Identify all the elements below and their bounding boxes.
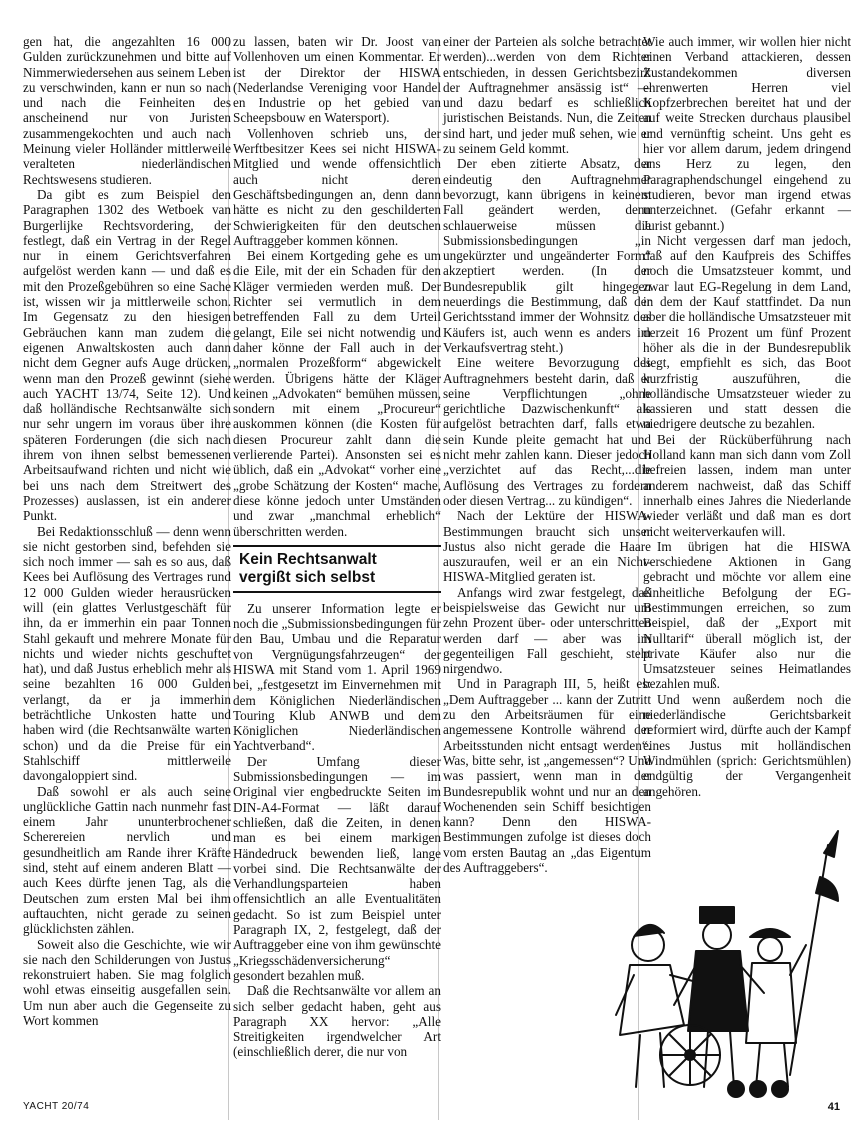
paragraph: Nicht vergessen darf man jedoch, daß auf den Kaufpreis des Schiffes noch die Umsatzsteuer kommt, und zwar laut EG-Regelung in dem Land, in dem der Kauf stattfindet. Da nun aber die holländische Umsatzsteuer mit derzeit 16 Prozent um fünf Prozent höher als die in der Bundesrepublik liegt, empfiehlt es sich, das Boot kurzfristig auszuführen, die holländische Umsatzsteuer wieder zu kassieren und statt dessen die niedrigere deutsche zu bezahlen. — [643, 232, 851, 432]
paragraph: Daß die Rechtsanwälte vor allem an sich selber gedacht haben, geht aus Paragraph XX hervor: „Alle Streitigkeiten irgendwelcher Art (einschließlich derer, die nur von — [233, 983, 441, 1060]
paragraph: Eine weitere Bevorzugung des Auftragnehmers besteht darin, daß er seine Verpflichtungen „ohne gerichtliche Dazwischenkunft“ als aufgelöst betrachten darf, falls etwa sein Kunde pleite gemacht hat und nicht mehr zahlen kann. Dieser jedoch „verzichtet auf das Recht,...die Auflösung des Vertrages zu fordern oder diesen Vertrag... zu kündigen“. — [443, 355, 651, 508]
paragraph: Der eben zitierte Absatz, der eindeutig den Auftragnehmer bevorzugt, kann übrigens in keinem Fall geändert werden, denn schlauerweise müssen die Submissionsbedingungen „in ungekürzter und ungeänderter Form“ akzeptiert werden. (In der Bundesrepublik gilt hingegen neuerdings die Bestimmung, daß der Gerichtsstand immer der Wohnsitz des Käufers ist, auch wenn es anders im Verkaufsvertrag steht.) — [443, 156, 651, 355]
paragraph: Vollenhoven schrieb uns, der Werftbesitzer Kees sei nicht HISWA-Mitglied und wende offensichtlich auch nicht deren Geschäftsbedingungen an, denn dann hätte es nicht zu den geschilderten Schwierigkeiten für den deutschen Auftraggeber kommen können. — [233, 125, 441, 248]
folio: YACHT 20/74 — [23, 1101, 90, 1112]
cartoon-drawing — [600, 825, 850, 1105]
paragraph: Und in Paragraph III, 5, heißt es: „Dem Auftraggeber ... kann der Zutritt zu den Arbeitsräumen für eine angemessene Kontrolle während der Arbeitsstunden nicht entsagt werden“. Was, bitte sehr, ist „angemessen“? Und was passiert, wenn man in der Bundesrepublik wohnt und nur an den Wochenenden sein Schiff besichtigen kann? Denn den HISWA-Bestimmungen zufolge ist dieses doch vom ersten Bautag an „das Eigentum des Auftraggebers“. — [443, 676, 651, 876]
section-heading-line-2: vergißt sich selbst — [239, 568, 376, 586]
paragraph: Anfangs wird zwar festgelegt, daß beispielsweise das Gewicht nur um zehn Prozent über- oder unterschritten werden darf — aber was im gegenteiligen Fall geschieht, steht nirgendwo. — [443, 584, 651, 677]
paragraph: Bei einem Kortgeding gehe es um die Eile, mit der ein Schaden für den Kläger vermieden werden muß. Der Richter sei vermutlich in dem betreffenden Fall zu dem Urteil gelangt, Eile sei nicht notwendig und daher könne der Fall auch in der „normalen Prozeßform“ abgewickelt werden. Übrigens hätte der Kläger keinen „Advokaten“ bemühen müssen, sondern mit einem „Procureur“ auskommen können (die Kosten für diesen Procureur zahlt dann die verlierende Partei). Ansonsten sei es üblich, daß ein „Advokat“ vorher eine „grobe Schätzung der Kosten“ mache, diese könne jedoch unter Umständen und zwar „manchmal erheblich“ überschritten werden. — [233, 248, 441, 539]
section-heading-line-1: Kein Rechtsanwalt — [239, 550, 377, 568]
paragraph: Bei der Rücküberführung nach Holland kann man sich dann vom Zoll befreien lassen, indem man unter anderem nachweist, daß das Schiff innerhalb eines Jahres die Niederlande wieder verläßt und daß man es dort nicht weiterverkaufen will. — [643, 431, 851, 539]
paragraph: Daß sowohl er als auch seine unglückliche Gattin nach nunmehr fast einem Jahr ununterbrochener Scherereien nervlich und gesundheitlich am Rande ihrer Kräfte sind, steht auf einem anderen Blatt — auch Kees dürfte jenen Tag, als die Deutschen zum ersten Mal bei ihm auftauchten, nicht gerade zu seinen glücklichsten zählen. — [23, 783, 231, 937]
paragraph: Wie auch immer, wir wollen hier nicht einen Verband attackieren, dessen Zustandekommen diversen ehrenwerten Herren viel Kopfzerbrechen bereitet hat und der auf weite Strecken durchaus plausibel und vernünftig scheint. Uns geht es hier vor allem darum, jedem dringend ans Herz zu legen, den Paragraphendschungel eingehend zu studieren, bevor man irgend etwas unterzeichnet. (Gefahr erkannt — Jurist gebannt.) — [643, 34, 851, 233]
paragraph: zu lassen, baten wir Dr. Joost van Vollenhoven um einen Kommentar. Er ist der Direktor der HISWA (Nederlandse Vereniging voor Handel en Industrie op het gebied van Scheepsbouw en Watersport). — [233, 34, 441, 126]
section-heading — [233, 545, 441, 593]
article-column-4 — [643, 34, 851, 799]
paragraph: Und wenn außerdem noch die niederländische Gerichtsbarkeit reformiert wird, dürfte auch der Kampf eines Justus mit holländischen Windmühlen (sprich: Gerichtsmühlen) endgültig der Vergangenheit angehören. — [643, 691, 851, 799]
paragraph: gen hat, die angezahlten 16 000 Gulden zurückzunehmen und bitte auf Nimmerwiedersehen aus seinem Leben zu verschwinden, kann er nun so nach und nach die Feinheiten des anscheinend nur von Juristen zusammengekochten und auch nach Meinung vieler Holländer mittlerweile veralteten niederländischen Rechtswesens studieren. — [23, 34, 231, 187]
paragraph: Der Umfang dieser Submissionsbedingungen — im Original vier engbedruckte Seiten im DIN-A4-Format — läßt darauf schließen, daß die Zeiten, in denen man es bei einem markigen Händedruck bewenden ließ, lange vorbei sind. Die Rechtsanwälte der Verhandlungsparteien haben offensichtlich an alle Eventualitäten gedacht. So ist zum Beispiel unter Paragraph IX, 2, festgelegt, daß der Auftraggeber eine von ihm gewünschte „Kriegsschädenversicherung“ gesondert bezahlen muß. — [233, 753, 441, 983]
article-column-1 — [23, 34, 231, 1028]
paragraph: Bei Redaktionsschluß — denn wenn sie nicht gestorben sind, befehden sie sich noch immer — sah es so aus, daß Kees bei Auflösung des Vertrages rund 12 000 Gulden wieder herausrücken will (ein glattes Verlustgeschäft für ihn, da er immerhin ein paar Tonnen Stahl gekauft und mehrere Monate für nichts und wieder nichts geschuftet hat), und daß Justus erheblich mehr als seine bezahlten 16 000 Gulden verlangt, da er ja immerhin beträchtliche Unkosten hatte und haben wird (die Rechtsanwälte warten schon) und da die Preise für ein Stahlschiff mittlerweile davongaloppiert sind. — [23, 523, 231, 784]
paragraph: Nach der Lektüre der HISWA-Bestimmungen braucht sich unser Justus also nicht gerade die Haare auszuraufen, weil er an ein Nicht-HISWA-Mitglied geraten ist. — [443, 508, 651, 585]
page-number: 41 — [827, 1101, 840, 1113]
article-column-3 — [443, 34, 651, 875]
article-column-2 — [233, 34, 441, 1060]
paragraph: einer der Parteien als solche betrachtet werden)...werden von dem Richter entschieden, in dessen Gerichtsbezirk der Auftragnehmer ansässig ist“ — und dazu bedarf es schließlich juristischen Beistands. Nun, die Zeiten sind hart, und jeder muß sehen, wie er zu seinem Geld kommt. — [443, 34, 651, 157]
paragraph: Zu unserer Information legte er noch die „Submissionsbedingungen für den Bau, Umbau und die Reparatur von Vergnügungsfahrzeugen“ der HISWA mit Stand vom 1. April 1969 bei, „festgesetzt im Einvernehmen mit dem Königlichen Niederländischen Touring Klub ANWB und dem Königlichen Niederländischen Yachtverband“. — [233, 600, 441, 754]
paragraph: Im übrigen hat die HISWA verschiedene Aktionen in Gang gebracht und möchte vor allem eine einheitliche Befolgung der EG-Bestimmungen erreichen, so zum Beispiel, daß der „Export mit Nulltarif“ überall möglich ist, der private Käufer also nur die Umsatzsteuer seines Heimatlandes bezahlen muß. — [643, 538, 851, 692]
paragraph: Da gibt es zum Beispiel den Paragraphen 1302 des Wetboek van Burgerlijke Rechtsvordering, der festlegt, daß ein Vertrag in der Regel nur in einem Gerichtsverfahren aufgelöst werden kann — und daß es mit den Prozeßgebühren so eine Sache ist, wissen wir ja mittlerweile schon. Im Gegensatz zu den hiesigen Gebräuchen kann man zudem die eigenen Anwaltskosten auch dann nicht dem Gegner aufs Auge drücken, wenn man den Prozeß gewinnt (siehe auch YACHT 13/74, Seite 12). Und daß holländische Rechtsanwälte sich nur sehr ungern im voraus über ihre späteren Forderungen (die sich nach ihrem von ihnen selbst bemessenen Arbeitsaufwand richten und nicht wie bei uns nach dem Streitwert des Prozesses) auslassen, ist ein anderer Punkt. — [23, 186, 231, 524]
paragraph: Soweit also die Geschichte, wie wir sie nach den Schilderungen von Justus rekonstruiert haben. Sie mag folglich wohl etwas einseitig ausgefallen sein. Um nun aber auch die Gegenseite zu Wort kommen — [23, 936, 231, 1028]
cartoon-lawyers-windmill-icon — [600, 825, 850, 1105]
